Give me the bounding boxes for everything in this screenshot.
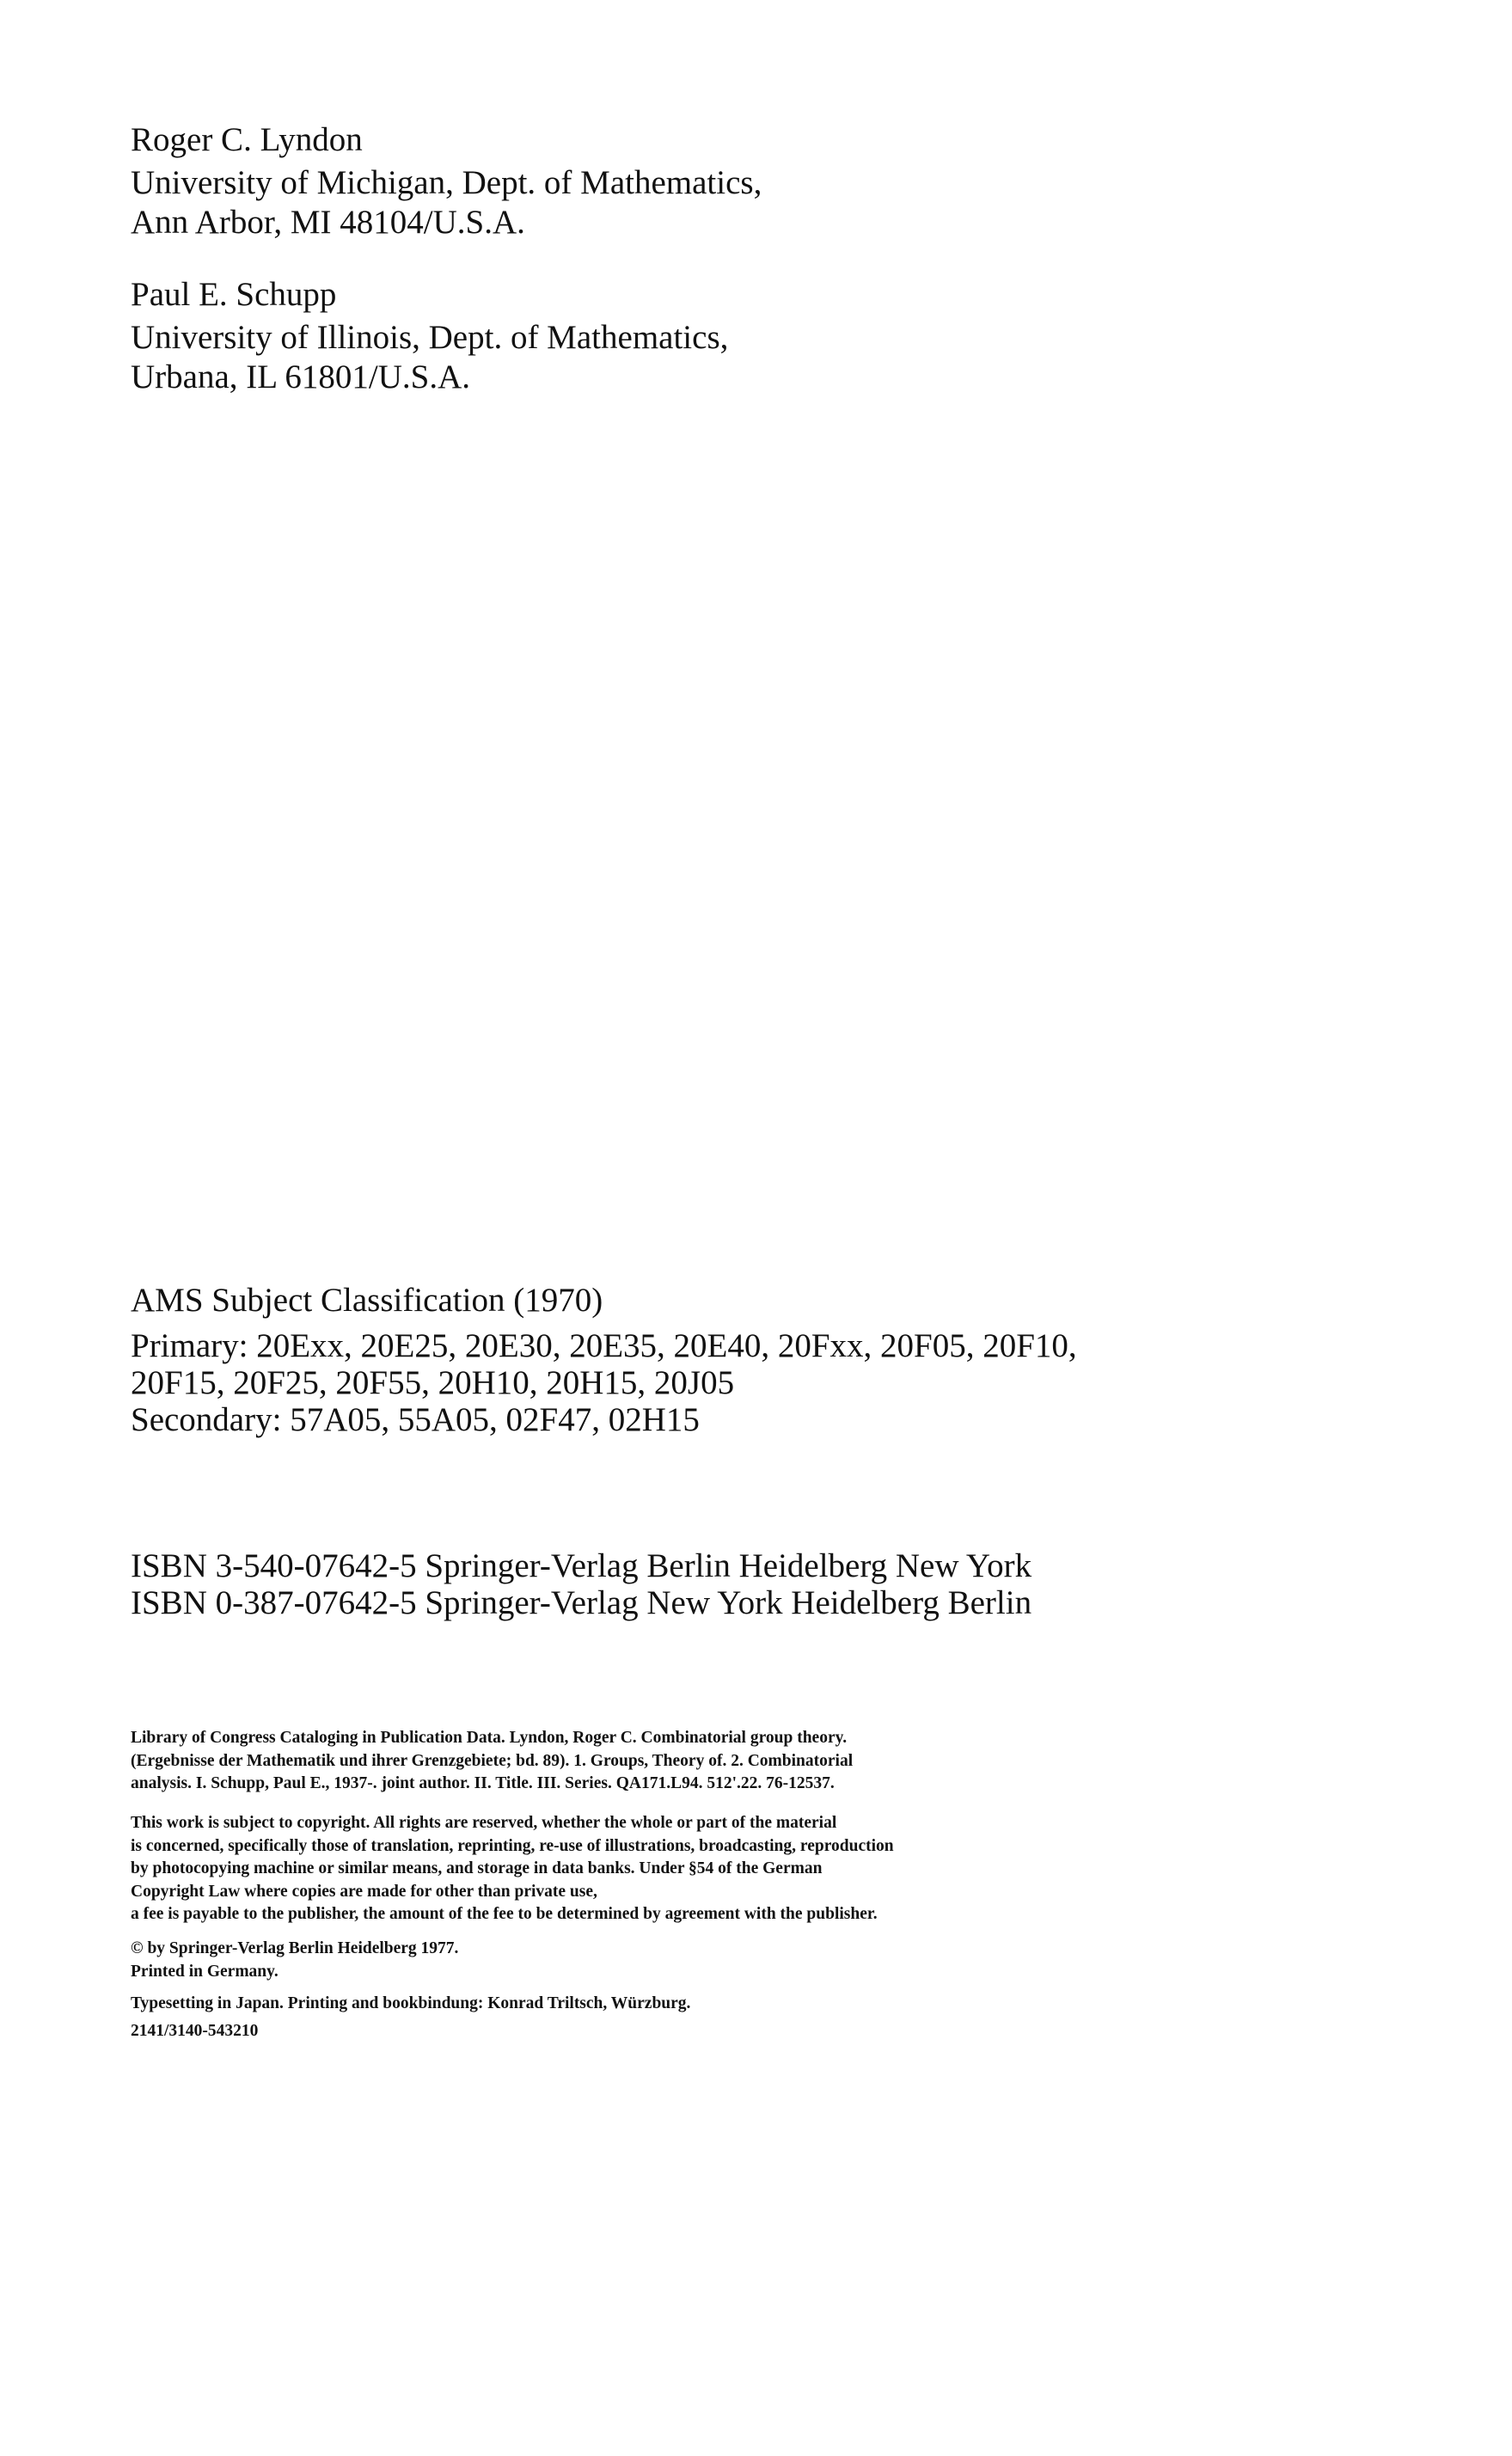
rights-line: by photocopying machine or similar means, and storage in data banks. Under §54 of the German	[131, 1859, 823, 1877]
secondary-codes: Secondary: 57A05, 55A05, 02F47, 02H15	[131, 1401, 700, 1438]
isbn-line: ISBN 0-387-07642-5 Springer-Verlag New York Heidelberg Berlin	[131, 1584, 1032, 1621]
cataloging-in-publication	[131, 1727, 853, 1796]
isbn-block	[131, 1547, 1031, 1621]
isbn-line: ISBN 3-540-07642-5 Springer-Verlag Berlin Heidelberg New York	[131, 1547, 1032, 1584]
typesetting-credit: Typesetting in Japan. Printing and bookbindung: Konrad Triltsch, Würzburg.	[131, 1994, 691, 2012]
author-affiliation: University of Illinois, Dept. of Mathematics,	[131, 319, 729, 356]
printed-in-line: Printed in Germany.	[131, 1962, 279, 1981]
cip-line: analysis. I. Schupp, Paul E., 1937-. joint author. II. Title. III. Series. QA171.L94. 512'.22. 76-12537.	[131, 1774, 835, 1792]
rights-line: a fee is payable to the publisher, the amount of the fee to be determined by agreement with the publisher.	[131, 1905, 878, 1923]
rights-line: Copyright Law where copies are made for other than private use,	[131, 1882, 597, 1901]
cip-line: (Ergebnisse der Mathematik und ihrer Grenzgebiete; bd. 89). 1. Groups, Theory of. 2. Combinatorial	[131, 1751, 854, 1770]
author-address: Urbana, IL 61801/U.S.A.	[131, 358, 470, 395]
rights-line: This work is subject to copyright. All rights are reserved, whether the whole or part of the material	[131, 1814, 837, 1832]
primary-codes-line-2: 20F15, 20F25, 20F55, 20H10, 20H15, 20J05	[131, 1364, 735, 1401]
author-affiliation: University of Michigan, Dept. of Mathematics,	[131, 164, 762, 201]
copyright-line: © by Springer-Verlag Berlin Heidelberg 1977.	[131, 1939, 459, 1957]
copyright-notice	[131, 1938, 458, 1983]
author-address: Ann Arbor, MI 48104/U.S.A.	[131, 204, 525, 241]
rights-line: is concerned, specifically those of translation, reprinting, re-use of illustrations, broadcasting, reproduction	[131, 1836, 894, 1855]
classification-heading: AMS Subject Classification (1970)	[131, 1282, 603, 1319]
primary-codes-line-1: Primary: 20Exx, 20E25, 20E30, 20E35, 20E40, 20Fxx, 20F05, 20F10,	[131, 1327, 1077, 1364]
subject-classification	[131, 1281, 1077, 1438]
rights-notice	[131, 1812, 894, 1926]
author-name: Paul E. Schupp	[131, 276, 337, 313]
author-address-schupp	[131, 275, 728, 397]
cip-line: Library of Congress Cataloging in Publication Data. Lyndon, Roger C. Combinatorial group theory.	[131, 1729, 848, 1747]
author-name: Roger C. Lyndon	[131, 121, 363, 158]
author-address-lyndon	[131, 120, 762, 242]
print-code: 2141/3140-543210	[131, 2022, 259, 2040]
